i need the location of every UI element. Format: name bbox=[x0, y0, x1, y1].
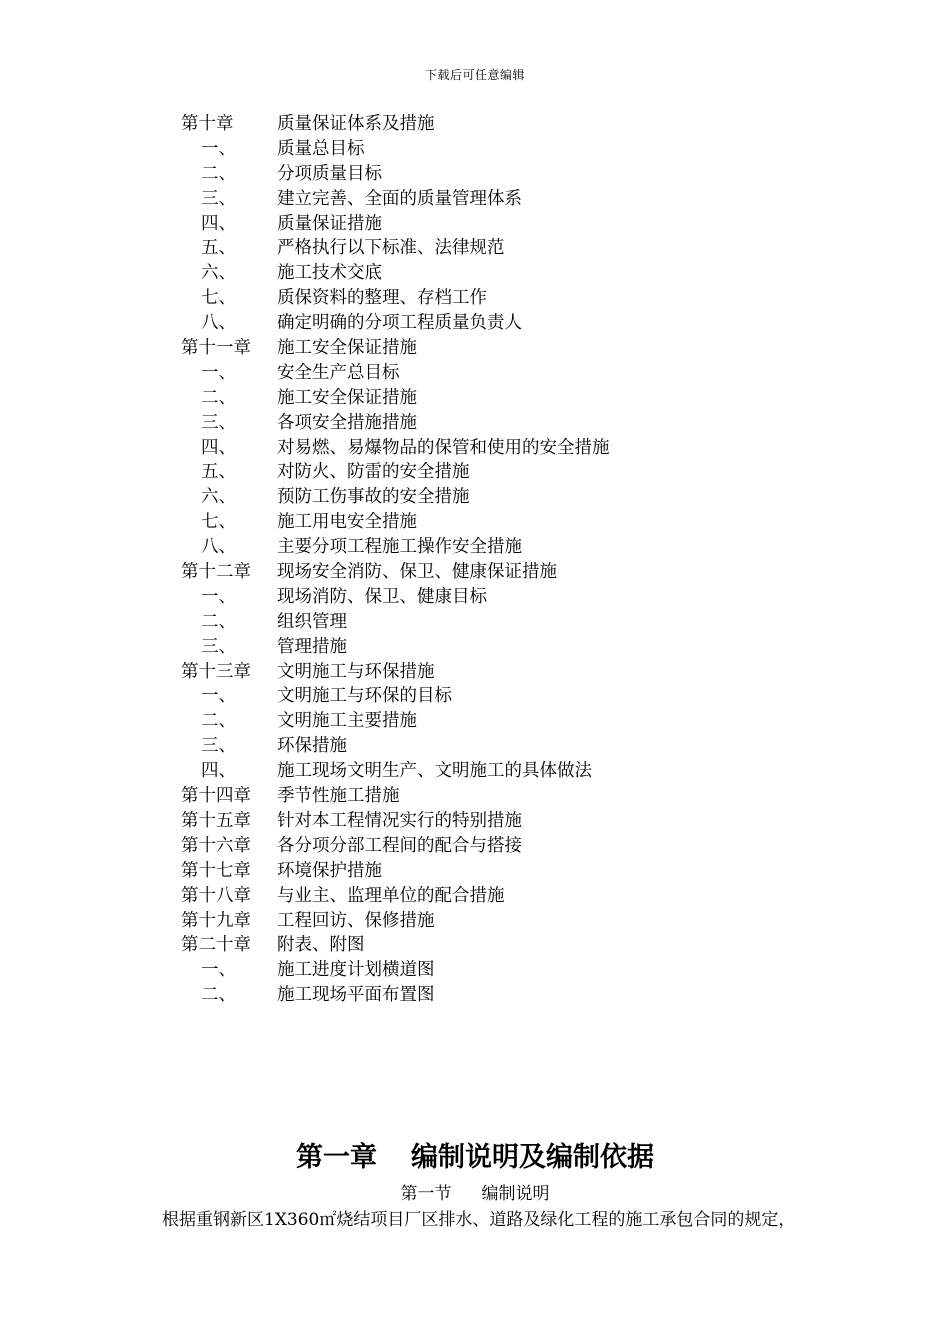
toc-section-entry bbox=[0, 286, 950, 311]
toc-chapter-entry bbox=[0, 834, 950, 859]
chapter-title: 编制说明及编制依据 bbox=[411, 1142, 654, 1173]
toc-entry-title: 对易燃、易爆物品的保管和使用的安全措施 bbox=[277, 437, 610, 458]
section-title: 编制说明 bbox=[481, 1184, 550, 1204]
toc-section-entry bbox=[0, 162, 950, 187]
toc-entry-title: 施工安全保证措施 bbox=[277, 387, 417, 408]
toc-entry-title: 季节性施工措施 bbox=[277, 786, 400, 807]
toc-entry-title: 主要分项工程施工操作安全措施 bbox=[277, 537, 522, 558]
body-paragraph: 根据重钢新区1X360㎡烧结项目厂区排水、道路及绿化工程的施工承包合同的规定， bbox=[162, 1210, 796, 1230]
section-number: 第一节 bbox=[400, 1184, 452, 1204]
toc-entry-number: 四、 bbox=[201, 761, 236, 782]
toc-entry-number: 二、 bbox=[201, 387, 236, 408]
toc-entry-title: 分项质量目标 bbox=[277, 163, 382, 184]
toc-entry-number: 五、 bbox=[201, 238, 236, 259]
toc-chapter-entry bbox=[0, 784, 950, 809]
toc-entry-number: 一、 bbox=[201, 960, 236, 981]
toc-section-entry bbox=[0, 510, 950, 535]
toc-chapter-entry bbox=[0, 809, 950, 834]
toc-entry-number: 第十九章 bbox=[181, 910, 251, 931]
toc-entry-title: 质量总目标 bbox=[277, 138, 365, 159]
toc-chapter-entry bbox=[0, 112, 950, 137]
toc-chapter-entry bbox=[0, 884, 950, 909]
toc-entry-title: 施工现场平面布置图 bbox=[277, 985, 435, 1006]
toc-entry-number: 八、 bbox=[201, 313, 236, 334]
toc-entry-title: 各项安全措施措施 bbox=[277, 412, 417, 433]
toc-entry-number: 三、 bbox=[201, 412, 236, 433]
toc-entry-title: 施工现场文明生产、文明施工的具体做法 bbox=[277, 761, 592, 782]
toc-section-entry bbox=[0, 734, 950, 759]
toc-entry-number: 二、 bbox=[201, 985, 236, 1006]
toc-section-entry bbox=[0, 386, 950, 411]
toc-section-entry bbox=[0, 585, 950, 610]
toc-entry-title: 质量保证体系及措施 bbox=[277, 114, 435, 134]
toc-chapter-entry bbox=[0, 933, 950, 958]
toc-entry-number: 第十三章 bbox=[181, 661, 251, 682]
toc-entry-title: 预防工伤事故的安全措施 bbox=[277, 487, 470, 508]
toc-entry-title: 质量保证措施 bbox=[277, 213, 382, 234]
toc-chapter-entry bbox=[0, 859, 950, 884]
toc-entry-title: 组织管理 bbox=[277, 611, 347, 632]
toc-entry-number: 第十章 bbox=[181, 114, 234, 134]
toc-entry-title: 工程回访、保修措施 bbox=[277, 910, 435, 931]
toc-entry-title: 施工用电安全措施 bbox=[277, 512, 417, 533]
toc-entry-title: 文明施工与环保的目标 bbox=[277, 686, 452, 707]
chapter-heading bbox=[0, 1138, 950, 1178]
toc-entry-number: 第十二章 bbox=[181, 562, 251, 583]
toc-section-entry bbox=[0, 236, 950, 261]
toc-entry-title: 施工安全保证措施 bbox=[277, 338, 417, 359]
toc-entry-title: 与业主、监理单位的配合措施 bbox=[277, 885, 505, 906]
toc-entry-number: 四、 bbox=[201, 437, 236, 458]
toc-section-entry bbox=[0, 684, 950, 709]
toc-section-entry bbox=[0, 485, 950, 510]
toc-section-entry bbox=[0, 187, 950, 212]
chapter-number: 第一章 bbox=[296, 1142, 377, 1173]
toc-entry-number: 三、 bbox=[201, 188, 236, 209]
toc-entry-title: 建立完善、全面的质量管理体系 bbox=[277, 188, 522, 209]
toc-entry-number: 一、 bbox=[201, 138, 236, 159]
toc-entry-number: 五、 bbox=[201, 462, 236, 483]
toc-section-entry bbox=[0, 436, 950, 461]
toc-entry-title: 施工技术交底 bbox=[277, 263, 382, 284]
toc-section-entry bbox=[0, 361, 950, 386]
toc-section-entry bbox=[0, 535, 950, 560]
toc-entry-title: 各分项分部工程间的配合与搭接 bbox=[277, 835, 522, 856]
toc-entry-title: 文明施工主要措施 bbox=[277, 711, 417, 732]
toc-section-entry bbox=[0, 411, 950, 436]
section-heading bbox=[0, 1182, 950, 1206]
toc-entry-number: 三、 bbox=[201, 636, 236, 657]
toc-entry-title: 施工进度计划横道图 bbox=[277, 960, 435, 981]
toc-entry-number: 第十八章 bbox=[181, 885, 251, 906]
toc-entry-number: 七、 bbox=[201, 288, 236, 309]
toc-entry-title: 质保资料的整理、存档工作 bbox=[277, 288, 487, 309]
page-header-note: 下载后可任意编辑 bbox=[424, 68, 525, 82]
toc-chapter-entry bbox=[0, 336, 950, 361]
toc-entry-title: 环境保护措施 bbox=[277, 860, 382, 881]
toc-entry-title: 严格执行以下标准、法律规范 bbox=[277, 238, 505, 259]
toc-entry-number: 一、 bbox=[201, 686, 236, 707]
toc-entry-number: 二、 bbox=[201, 611, 236, 632]
toc-entry-title: 对防火、防雷的安全措施 bbox=[277, 462, 470, 483]
toc-entry-title: 确定明确的分项工程质量负责人 bbox=[277, 313, 522, 334]
toc-section-entry bbox=[0, 311, 950, 336]
toc-entry-number: 六、 bbox=[201, 263, 236, 284]
toc-chapter-entry bbox=[0, 909, 950, 934]
toc-entry-number: 第二十章 bbox=[181, 935, 251, 956]
toc-section-entry bbox=[0, 137, 950, 162]
toc-entry-title: 环保措施 bbox=[277, 736, 347, 757]
toc-entry-title: 现场安全消防、保卫、健康保证措施 bbox=[277, 562, 557, 583]
toc-entry-number: 一、 bbox=[201, 586, 236, 607]
toc-entry-number: 一、 bbox=[201, 362, 236, 383]
toc-entry-number: 三、 bbox=[201, 736, 236, 757]
toc-entry-number: 第十五章 bbox=[181, 810, 251, 831]
toc-entry-number: 八、 bbox=[201, 537, 236, 558]
toc-section-entry bbox=[0, 460, 950, 485]
toc-section-entry bbox=[0, 261, 950, 286]
toc-chapter-entry bbox=[0, 660, 950, 685]
toc-entry-number: 六、 bbox=[201, 487, 236, 508]
toc-entry-title: 附表、附图 bbox=[277, 935, 365, 956]
toc-section-entry bbox=[0, 958, 950, 983]
toc-entry-title: 针对本工程情况实行的特别措施 bbox=[277, 810, 522, 831]
toc-entry-title: 文明施工与环保措施 bbox=[277, 661, 435, 682]
toc-entry-number: 二、 bbox=[201, 163, 236, 184]
toc-entry-number: 第十四章 bbox=[181, 786, 251, 807]
toc-entry-number: 第十一章 bbox=[181, 338, 251, 359]
toc-entry-title: 管理措施 bbox=[277, 636, 347, 657]
toc-section-entry bbox=[0, 983, 950, 1008]
toc-entry-number: 四、 bbox=[201, 213, 236, 234]
toc-entry-number: 二、 bbox=[201, 711, 236, 732]
table-of-contents bbox=[0, 112, 950, 1008]
toc-chapter-entry bbox=[0, 560, 950, 585]
toc-entry-number: 七、 bbox=[201, 512, 236, 533]
toc-entry-number: 第十六章 bbox=[181, 835, 251, 856]
toc-section-entry bbox=[0, 212, 950, 237]
toc-entry-number: 第十七章 bbox=[181, 860, 251, 881]
toc-entry-title: 安全生产总目标 bbox=[277, 362, 400, 383]
toc-section-entry bbox=[0, 709, 950, 734]
toc-section-entry bbox=[0, 759, 950, 784]
toc-section-entry bbox=[0, 635, 950, 660]
toc-entry-title: 现场消防、保卫、健康目标 bbox=[277, 586, 487, 607]
toc-section-entry bbox=[0, 610, 950, 635]
